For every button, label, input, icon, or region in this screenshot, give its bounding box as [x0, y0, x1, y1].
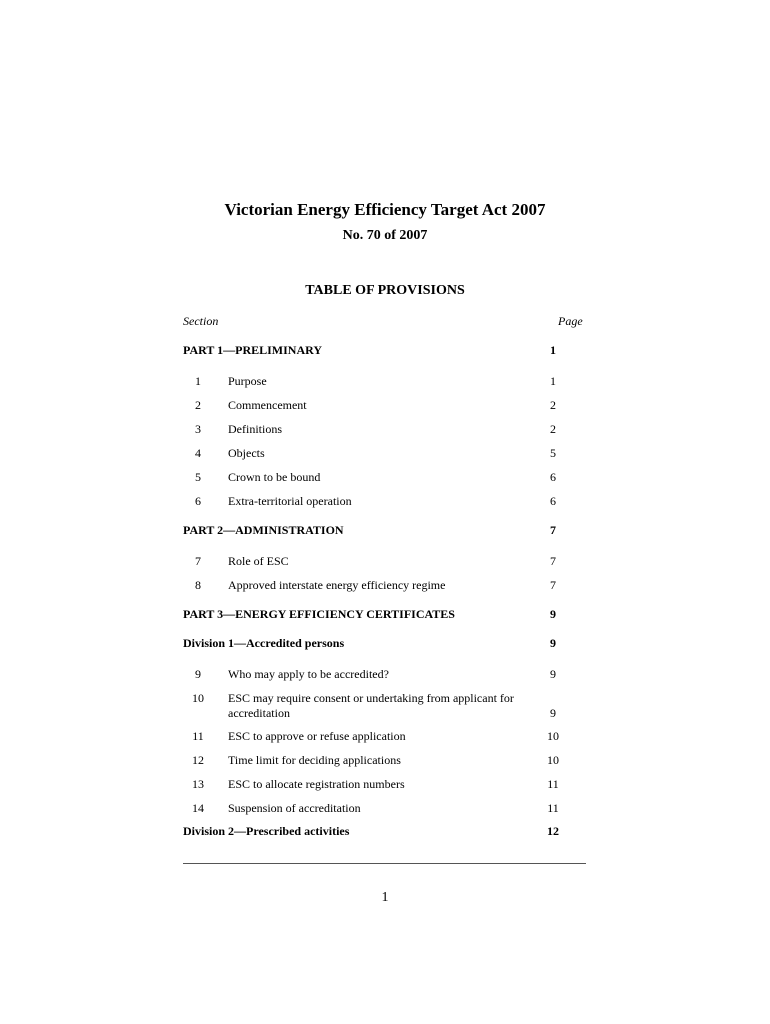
footer-divider [183, 863, 586, 864]
section-number: 10 [192, 691, 204, 705]
page-reference: 1 [550, 343, 556, 357]
section-title-line: Who may apply to be accredited? [228, 667, 389, 681]
page-number: 1 [381, 890, 389, 905]
section-number: 7 [195, 554, 201, 568]
section-title-line: PART 1—PRELIMINARY [183, 343, 323, 357]
page-reference: 1 [550, 374, 556, 388]
section-number: 2 [195, 398, 201, 412]
section-number: 9 [195, 667, 201, 681]
section-title [228, 470, 548, 485]
section-title [228, 446, 548, 461]
section-title-line: PART 2—ADMINISTRATION [183, 523, 344, 537]
section-number: 14 [192, 801, 204, 815]
page-reference: 6 [550, 470, 556, 484]
page-reference: 5 [550, 446, 556, 460]
document-title: Victorian Energy Efficiency Target Act 2007 [224, 200, 546, 219]
page-reference: 6 [550, 494, 556, 508]
toc-title: TABLE OF PROVISIONS [305, 283, 465, 298]
page-reference: 11 [547, 801, 559, 815]
section-title-line: Crown to be bound [228, 470, 321, 484]
section-title-line: accreditation [228, 706, 290, 720]
section-number: 13 [192, 777, 204, 791]
section-title-line: Role of ESC [228, 554, 289, 568]
page-reference: 2 [550, 422, 556, 436]
section-title [228, 494, 548, 509]
section-title [228, 801, 548, 816]
page-reference: 7 [550, 554, 556, 568]
section-title [183, 343, 543, 358]
section-title-line: ESC to approve or refuse application [228, 729, 406, 743]
section-title-line: Definitions [228, 422, 282, 436]
page-reference: 9 [550, 706, 556, 720]
section-title-line: Approved interstate energy efficiency regime [228, 578, 446, 592]
page-reference: 2 [550, 398, 556, 412]
section-title [228, 777, 548, 792]
section-title-line: PART 3—ENERGY EFFICIENCY CERTIFICATES [183, 607, 455, 621]
page-reference: 9 [550, 607, 556, 621]
section-title [183, 636, 543, 651]
page-reference: 9 [550, 636, 556, 650]
section-number: 12 [192, 753, 204, 767]
section-title [228, 398, 548, 413]
page-reference: 10 [547, 753, 559, 767]
section-number: 4 [195, 446, 201, 460]
section-title [228, 729, 548, 744]
section-column-header: Section [183, 314, 219, 328]
section-number: 5 [195, 470, 201, 484]
section-title-line: Division 1—Accredited persons [183, 636, 345, 650]
section-title-line: Division 2—Prescribed activities [183, 824, 350, 838]
section-number: 8 [195, 578, 201, 592]
section-title-line: Suspension of accreditation [228, 801, 361, 815]
page-reference: 7 [550, 523, 556, 537]
page-reference: 11 [547, 777, 559, 791]
section-title [228, 578, 548, 593]
act-number: No. 70 of 2007 [342, 228, 428, 243]
section-title-line: ESC to allocate registration numbers [228, 777, 405, 791]
page-column-header: Page [558, 314, 583, 328]
section-title [228, 374, 548, 389]
section-title [183, 607, 543, 622]
section-title-line: Time limit for deciding applications [228, 753, 401, 767]
section-title-line: Objects [228, 446, 265, 460]
section-title-line: Extra-territorial operation [228, 494, 352, 508]
section-title-line: Purpose [228, 374, 267, 388]
section-number: 6 [195, 494, 201, 508]
page-reference: 12 [547, 824, 559, 838]
section-title [183, 824, 543, 839]
section-title [228, 422, 548, 437]
page-reference: 9 [550, 667, 556, 681]
section-title-line: ESC may require consent or undertaking from applicant for [228, 691, 514, 705]
section-number: 11 [192, 729, 204, 743]
section-title [228, 554, 548, 569]
section-title [228, 753, 548, 768]
section-number: 3 [195, 422, 201, 436]
page-reference: 10 [547, 729, 559, 743]
section-number: 1 [195, 374, 201, 388]
section-title [228, 691, 548, 721]
section-title [228, 667, 548, 682]
section-title-line: Commencement [228, 398, 307, 412]
section-title [183, 523, 543, 538]
page-reference: 7 [550, 578, 556, 592]
